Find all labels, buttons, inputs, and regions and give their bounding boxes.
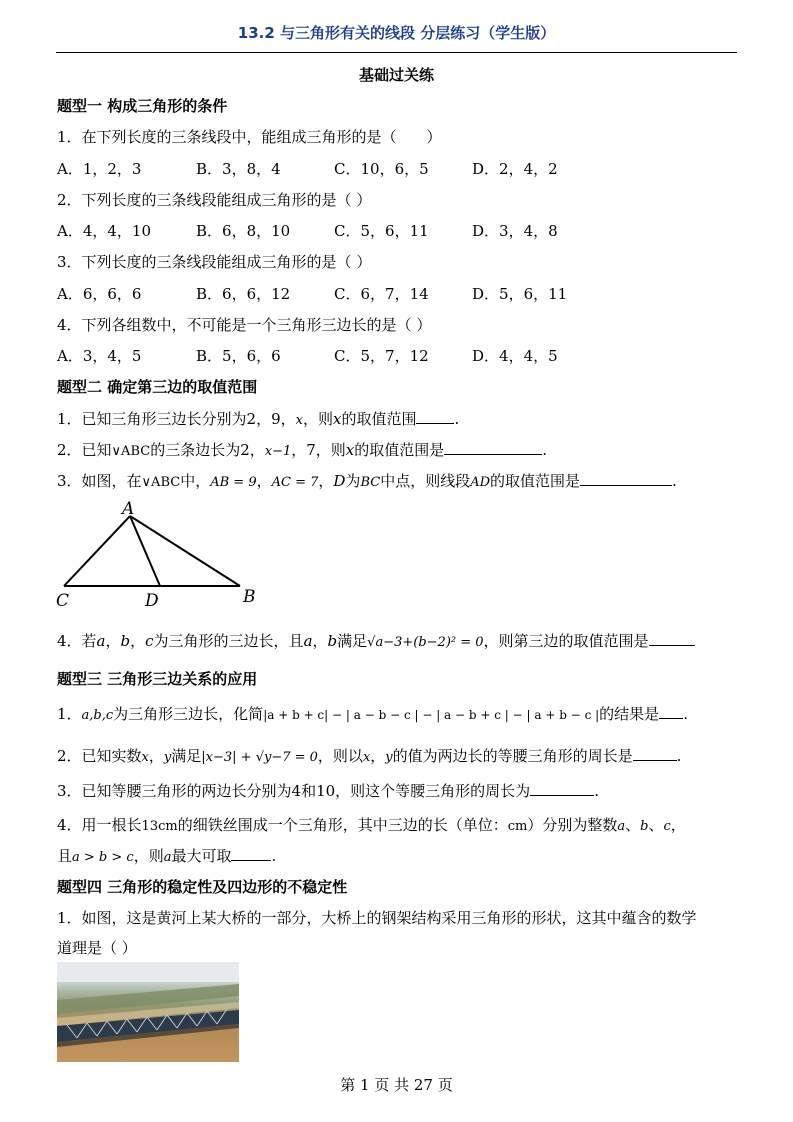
side-ab	[130, 516, 240, 586]
type4-title: 题型四 三角形的稳定性及四边形的不稳定性	[57, 878, 348, 896]
bridge-illustration	[57, 962, 239, 1062]
t1-q4-option-a: A．3，4，5	[57, 347, 142, 365]
t1-q2-option-a: A．4，4，10	[57, 222, 152, 240]
t1-q4-option-d: D．4，4，5	[472, 347, 558, 365]
t3-q1: 1．a,b,c为三角形三边长，化简|a + b + c| − | a − b − c | − | a − b + c | − | a + b − c |的结果是 .	[57, 705, 688, 723]
document-header: 13.2 与三角形有关的线段 分层练习（学生版）	[237, 24, 556, 42]
t1-q3-option-a: A．6，6，6	[57, 285, 142, 303]
answer-blank[interactable]	[444, 440, 542, 455]
t1-q2-option-c: C．5，6，11	[334, 222, 429, 240]
t1-q2-option-b: B．6，8，10	[196, 222, 291, 240]
header-rule	[56, 52, 737, 53]
t1-q3-stem: 3．下列长度的三条线段能组成三角形的是（ ）	[57, 253, 372, 271]
t1-q2-stem: 2．下列长度的三条线段能组成三角形的是（ ）	[57, 191, 372, 209]
t3-q4-line2: 且a > b > c，则a最大可取 .	[57, 847, 277, 865]
t1-q1-option-c: C．10，6，5	[334, 160, 429, 178]
t1-q4-stem: 4．下列各组数中，不可能是一个三角形三边长的是（ ）	[57, 316, 432, 334]
type1-title: 题型一 构成三角形的条件	[57, 97, 228, 115]
answer-blank[interactable]	[649, 631, 695, 646]
answer-blank[interactable]	[231, 846, 271, 861]
vertex-label-d: D	[145, 591, 159, 611]
t1-q3-option-c: C．6，7，14	[334, 285, 429, 303]
answer-blank[interactable]	[633, 746, 677, 761]
page-footer: 第 1 页 共 27 页	[340, 1076, 453, 1094]
triangle-figure	[52, 498, 267, 612]
t1-q3-option-d: D．5，6，11	[472, 285, 568, 303]
type3-title: 题型三 三角形三边关系的应用	[57, 670, 258, 688]
t4-q1-line2: 道理是（ ）	[57, 939, 137, 957]
t1-q3-option-b: B．6，6，12	[196, 285, 291, 303]
bridge-photo	[57, 962, 239, 1062]
vertex-label-c: C	[56, 591, 70, 611]
t3-q2: 2．已知实数x，y满足|x−3| + √y−7 = 0，则以x，y的值为两边长的等腰三角形的周长是 .	[57, 747, 682, 765]
t1-q4-option-c: C．5，7，12	[334, 347, 429, 365]
answer-blank[interactable]	[416, 409, 454, 424]
t1-q2-option-d: D．3，4，8	[472, 222, 558, 240]
t3-q3: 3．已知等腰三角形的两边长分别为4和10，则这个等腰三角形的周长为 .	[57, 782, 599, 800]
type2-title: 题型二 确定第三边的取值范围	[57, 378, 258, 396]
answer-blank[interactable]	[530, 781, 594, 796]
vertex-label-b: B	[243, 587, 256, 607]
t4-q1-line1: 1．如图，这是黄河上某大桥的一部分，大桥上的钢架结构采用三角形的形状，这其中蕴含的数学	[57, 909, 697, 927]
t2-q4: 4．若a，b，c为三角形的三边长，且a，b满足√a−3+(b−2)² = 0，则第三边的取值范围是	[57, 630, 695, 651]
t2-q3: 3．如图，在∨ABC中，AB = 9，AC = 7，D为BC中点，则线段AD的取值范围是 .	[57, 472, 677, 490]
t1-q4-option-b: B．5，6，6	[196, 347, 281, 365]
t1-q1-stem: 1．在下列长度的三条线段中，能组成三角形的是（ ）	[57, 128, 442, 146]
vertex-label-a: A	[122, 499, 135, 519]
answer-blank[interactable]	[580, 471, 672, 486]
t2-q1: 1．已知三角形三边长分别为2，9，x，则x的取值范围 .	[57, 410, 460, 428]
side-ac	[64, 516, 130, 586]
answer-blank[interactable]	[659, 704, 683, 719]
t1-q1-option-d: D．2，4，2	[472, 160, 558, 178]
t1-q1-option-b: B．3，8，4	[196, 160, 281, 178]
t3-q4-line1: 4．用一根长13cm的细铁丝围成一个三角形，其中三边的长（单位：cm）分别为整数a、b、c，	[57, 816, 686, 834]
section-title: 基础过关练	[358, 66, 434, 84]
t2-q2: 2．已知∨ABC的三条边长为2，x−1，7，则x的取值范围是 .	[57, 441, 548, 459]
t1-q1-option-a: A．1，2，3	[57, 160, 142, 178]
